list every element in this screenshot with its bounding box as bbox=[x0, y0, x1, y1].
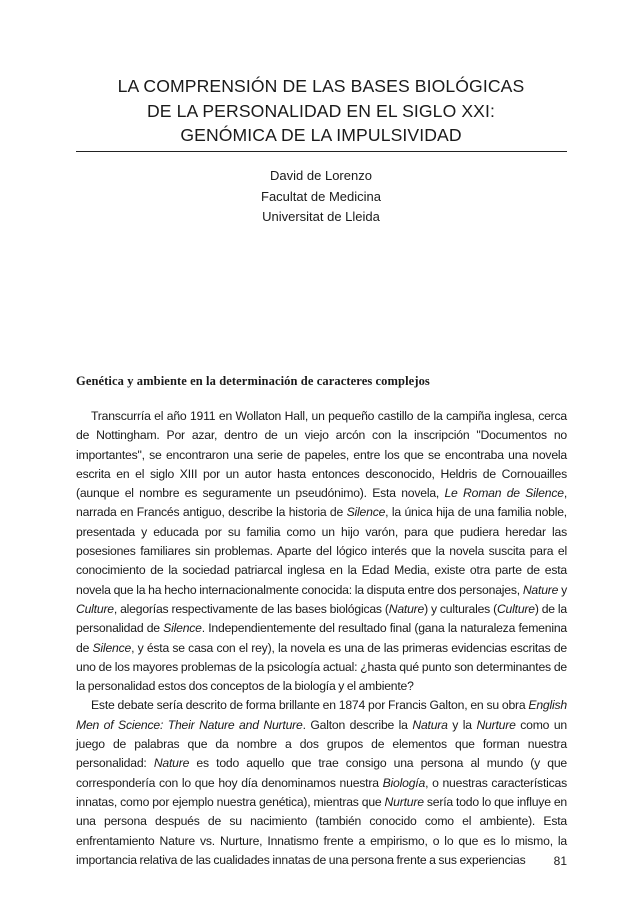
italic-run: Nurture bbox=[476, 717, 516, 732]
italic-run: English Men of Science: Their Nature and Nurture bbox=[76, 698, 567, 732]
text-run: , narrada en Francés antiguo, describe la historia de bbox=[76, 486, 567, 520]
author-block bbox=[76, 166, 566, 228]
author-name: David de Lorenzo bbox=[270, 168, 372, 183]
title-divider bbox=[76, 151, 567, 152]
text-run: ) de la personalidad de bbox=[76, 601, 567, 636]
italic-run: Nature bbox=[153, 756, 190, 771]
italic-run: Silence bbox=[92, 640, 132, 655]
italic-run: Le Roman de Silence bbox=[444, 486, 564, 501]
author-faculty: Facultat de Medicina bbox=[261, 188, 381, 204]
text-run: . Galton describe la bbox=[302, 717, 413, 732]
text-run: , o nuestras características innatas, como por ejemplo nuestra genética), mientras que bbox=[76, 775, 567, 809]
text-run: sería todo lo que influye en una persona después de su nacimiento (también conocido como el ambiente). Esta enfrentamiento Nature vs. Nurture, Innatismo frente a empirismo, o lo que es lo mismo, la importancia relativa de las cualidades innatas de una persona frente a sus experiencias bbox=[76, 794, 568, 867]
text-run: , alegorías respectivamente de las bases biológicas ( bbox=[113, 601, 389, 616]
text-run: Este debate sería descrito de forma brillante en 1874 por Francis Galton, en su obra bbox=[91, 698, 529, 713]
title-line-2: DE LA PERSONALIDAD EN EL SIGLO XXI: bbox=[146, 100, 495, 121]
italic-run: Silence bbox=[346, 505, 386, 520]
italic-run: Culture bbox=[76, 601, 114, 616]
text-run: . Independientemente del resultado final (gana la naturaleza femenina de bbox=[76, 621, 567, 655]
paragraph bbox=[76, 696, 567, 870]
title-line-3: GENÓMICA DE LA IMPULSIVIDAD bbox=[180, 125, 462, 145]
text-run: como un juego de palabras que da nombre a dos grupos de elementos que forman nuestra personalidad: bbox=[76, 717, 567, 771]
italic-run: Nature bbox=[388, 601, 425, 616]
section-heading: Genética y ambiente en la determinación de caracteres complejos bbox=[76, 374, 430, 388]
body-text bbox=[76, 407, 567, 870]
article-title bbox=[76, 74, 566, 148]
text-run: y la bbox=[447, 717, 477, 732]
page-number: 81 bbox=[553, 854, 567, 868]
italic-run: Nature bbox=[522, 582, 559, 597]
text-run: Transcurría el año 1911 en Wollaton Hall, un pequeño castillo de la campiña inglesa, cerca de Nottingham. Por azar, dentro de un viejo arcón con la inscripción "Documentos no importantes", se encontraron una serie de papeles, entre los que se encontraba una novela escrita en el siglo XIII por un autor hasta entonces desconocido, Heldris de Cornouailles (aunque el nombre es seguramente un pseudónimo). Esta novela, bbox=[76, 409, 567, 501]
text-run: , la única hija de una familia noble, presentada y educada por su familia como un hijo varón, para que pudiera heredar las posesiones familiares sin problemas. Aparte del lógico interés que la novela suscita para el conocimiento de la sociedad patriarcal inglesa en la Edad Media, existe otra parte de esta novela que la ha hecho internacionalmente conocida: la disputa entre dos personajes, bbox=[76, 505, 567, 597]
text-run: ) y culturales ( bbox=[424, 601, 497, 616]
text-run: es todo aquello que trae consigo una persona al mundo (y que correspondería con lo que hoy día denominamos nuestra bbox=[76, 756, 567, 790]
text-run: y bbox=[558, 582, 567, 597]
italic-run: Natura bbox=[412, 717, 448, 732]
text-run: , y ésta se casa con el rey), la novela es una de las primeras evidencias escritas de uno de los mayores problemas de la psicología actual: ¿hasta qué punto son determinantes de la personalidad estos dos conceptos de la biología y el ambiente? bbox=[76, 640, 567, 694]
italic-run: Biología bbox=[382, 775, 426, 790]
title-line-1: LA COMPRENSIÓN DE LAS BASES BIOLÓGICAS bbox=[117, 76, 525, 96]
italic-run: Silence bbox=[163, 621, 202, 636]
italic-run: Culture bbox=[496, 601, 535, 616]
author-university: Universitat de Lleida bbox=[262, 209, 380, 224]
paragraph bbox=[76, 407, 567, 696]
italic-run: Nurture bbox=[384, 794, 424, 809]
